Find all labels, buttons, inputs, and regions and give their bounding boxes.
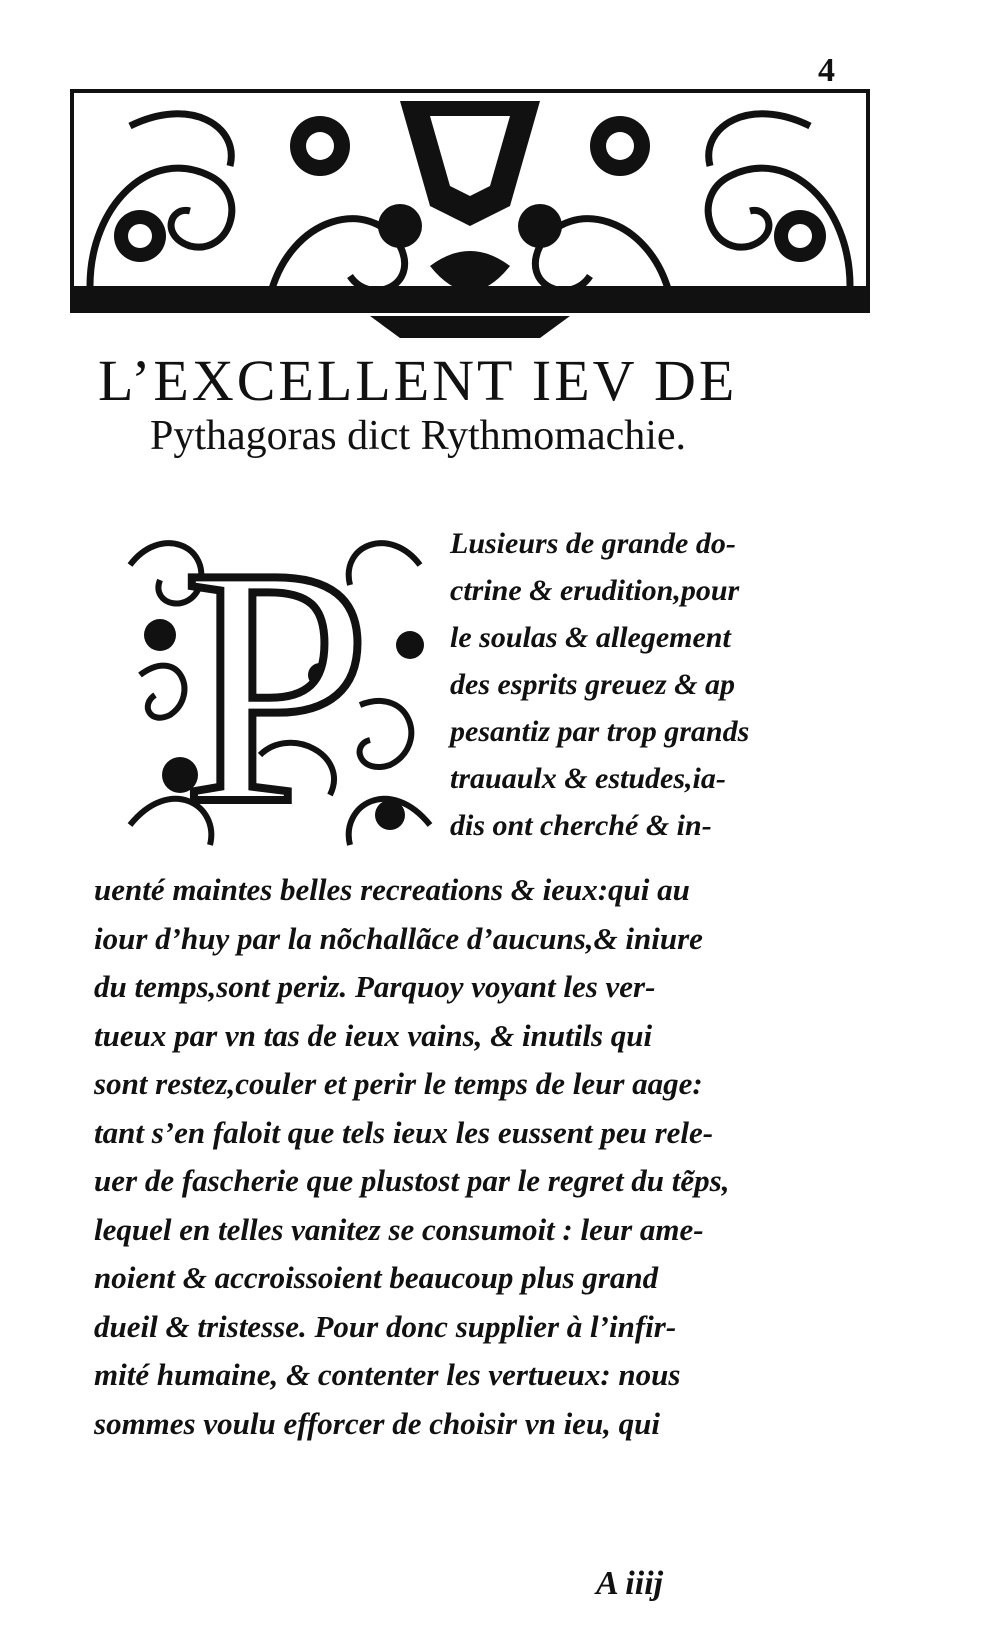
text-line: iour d’huy par la nõchallãce d’aucuns,& iniure	[94, 920, 703, 956]
text-line: uer de fascherie que plustost par le regret du tẽps,	[94, 1163, 730, 1198]
text-line: tueux par vn tas de ieux vains, & inutils qui	[94, 1017, 653, 1053]
signature-mark: A iiij	[596, 1565, 664, 1602]
initial-letter-glyph: P	[182, 525, 372, 850]
text-line: dueil & tristesse. Pour donc supplier à l’infir-	[94, 1308, 677, 1344]
text-line: noient & accroissoient beaucoup plus grand	[94, 1260, 659, 1295]
body-text	[94, 866, 864, 1448]
text-line: Lusieurs de grande do-	[450, 527, 736, 560]
text-line: tant s’en faloit que tels ieux les eussent peu rele-	[94, 1114, 714, 1150]
page-subtitle: Pythagoras dict Rythmomachie.	[150, 413, 687, 459]
text-line: le soulas & allegement	[450, 621, 731, 654]
text-line: du temps,sont periz. Parquoy voyant les ver-	[94, 969, 656, 1004]
text-line: dis ont cherché & in-	[450, 809, 712, 842]
text-line: lequel en telles vanitez se consumoit : leur ame-	[94, 1211, 704, 1247]
text-line: sont restez,couler et perir le temps de leur aage:	[94, 1066, 703, 1101]
text-line: des esprits greuez & ap	[450, 668, 735, 701]
text-beside-initial	[450, 520, 860, 849]
text-line: trauaulx & estudes,ia-	[450, 762, 726, 795]
page-title: L’EXCELLENT IEV DE	[98, 348, 738, 413]
text-line: uenté maintes belles recreations & ieux:qui au	[94, 872, 690, 907]
text-line: sommes voulu efforcer de choisir vn ieu, qui	[94, 1405, 661, 1441]
decorated-initial-letter	[120, 525, 440, 850]
text-line: ctrine & erudition,pour	[450, 574, 740, 607]
text-line: mité humaine, & contenter les vertueux: nous	[94, 1357, 681, 1392]
ornamental-headpiece	[70, 86, 870, 341]
text-line: pesantiz par trop grands	[450, 715, 750, 748]
page-number: 4	[818, 52, 835, 89]
